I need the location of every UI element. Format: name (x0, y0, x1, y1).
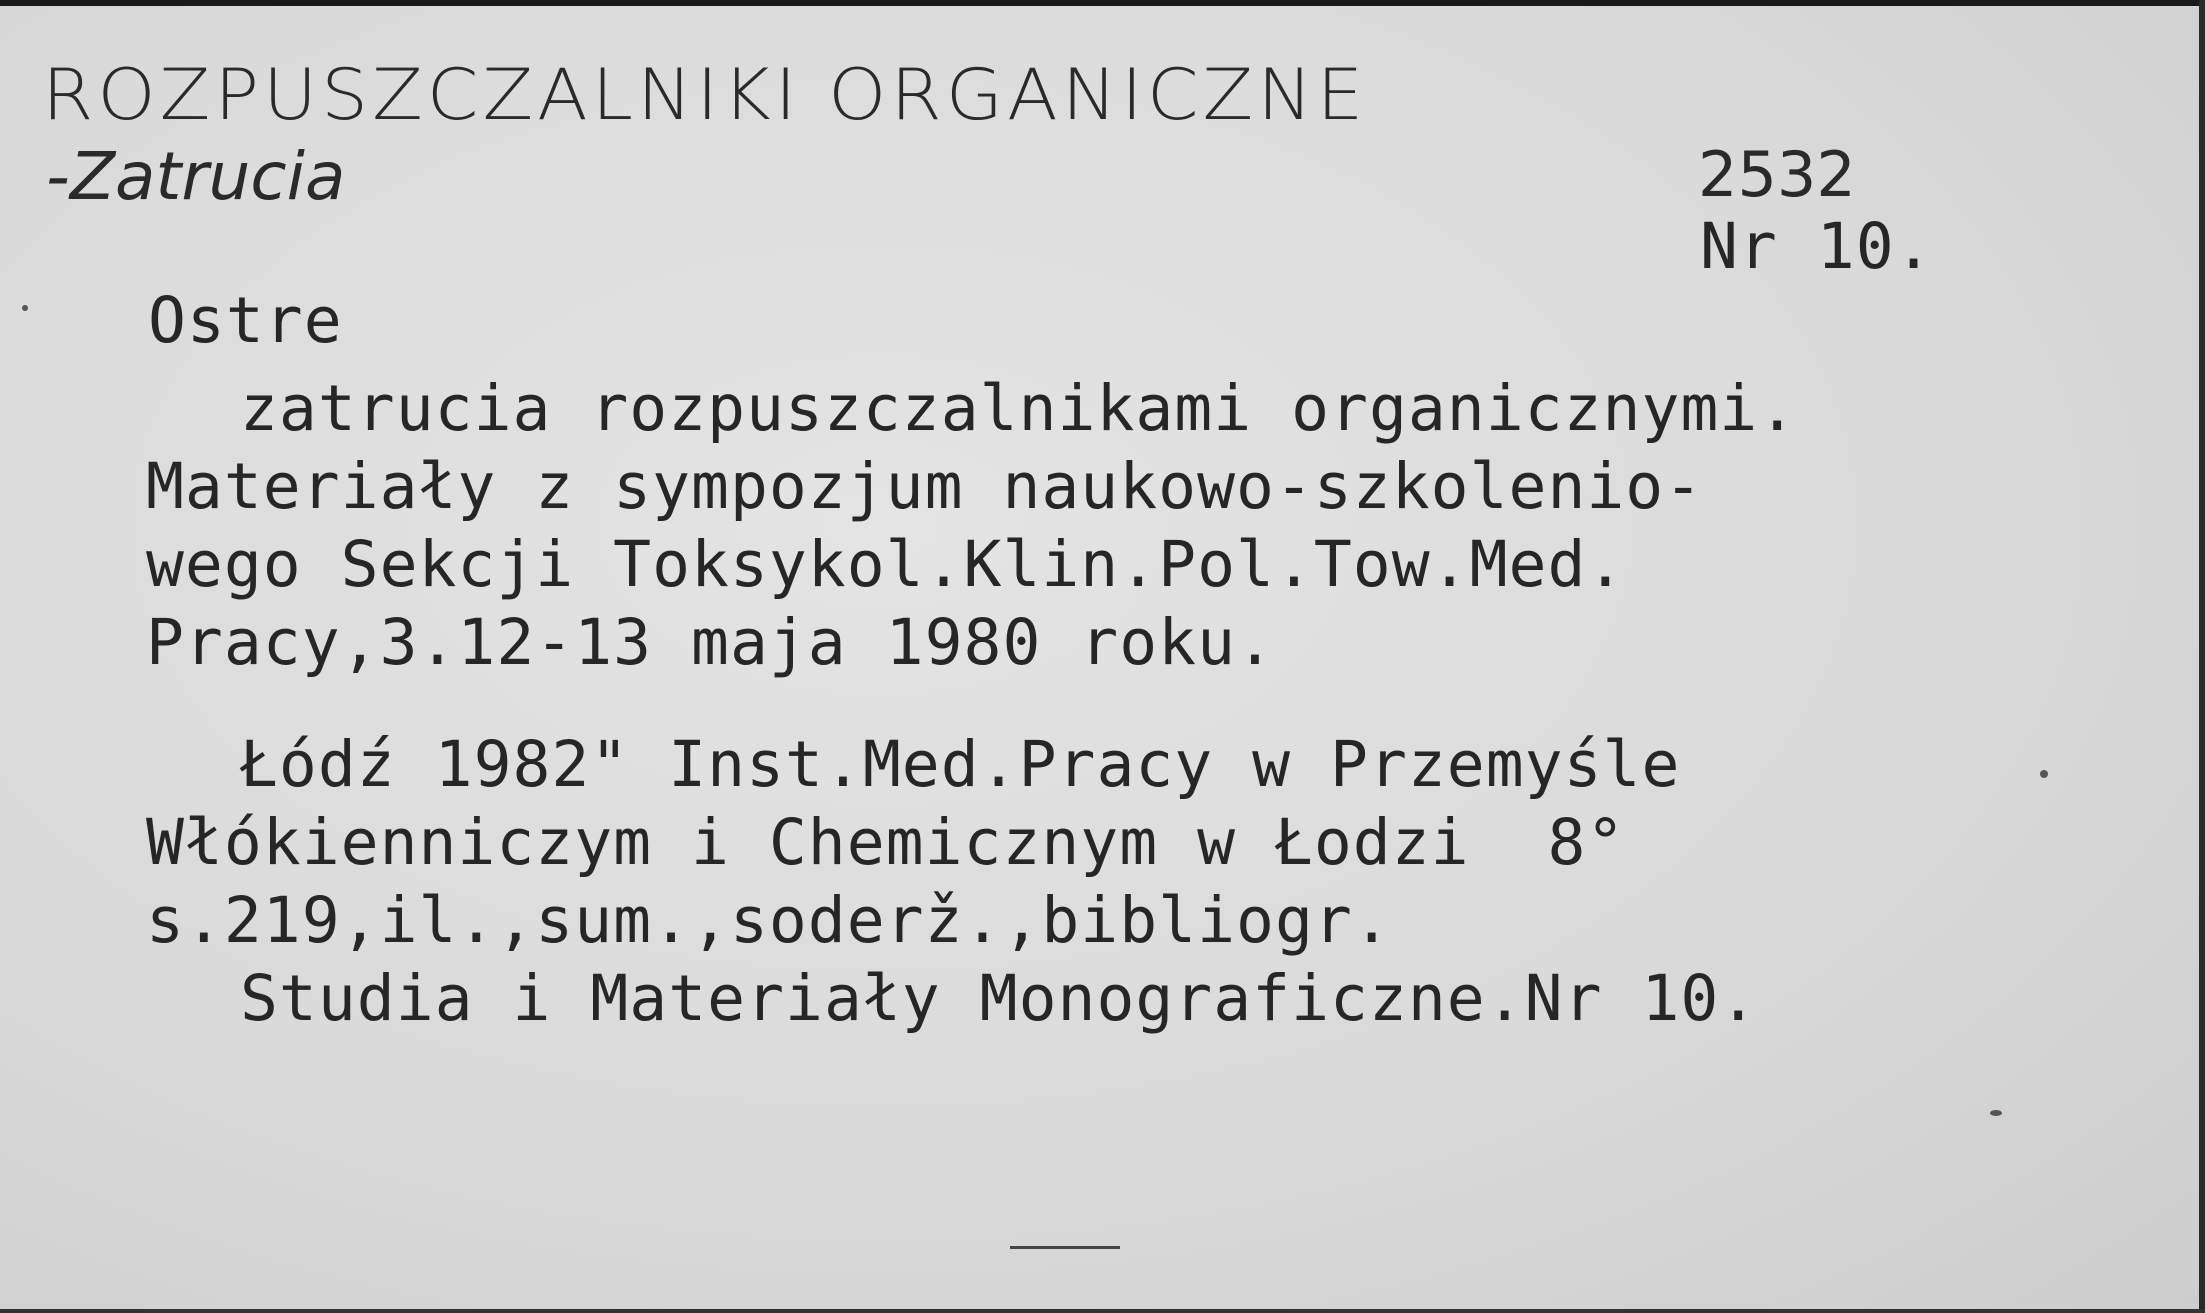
title-line-4: wego Sekcji Toksykol.Klin.Pol.Tow.Med. (146, 528, 1626, 601)
imprint-line-2: Włókienniczym i Chemicznym w Łodzi 8° (146, 806, 1626, 879)
imprint-line-1: Łódź 1982" Inst.Med.Pracy w Przemyśle (240, 728, 1681, 801)
subject-heading: ROZPUSZCZALNIKI ORGANICZNE (42, 54, 1368, 136)
title-line-3: Materiały z sympozjum naukowo-szkolenio- (146, 450, 1704, 523)
series-note-line: Studia i Materiały Monograficzne.Nr 10. (240, 962, 1759, 1035)
collation-line: s.219,il.,sum.,soderž.,bibliogr. (146, 884, 1392, 957)
title-line-5: Pracy,3.12-13 maja 1980 roku. (146, 606, 1275, 679)
series-number: Nr 10. (1700, 210, 1934, 283)
ink-speck (2040, 770, 2048, 778)
underline-mark (1010, 1246, 1120, 1249)
card-top-edge (0, 0, 2205, 6)
title-line-2: zatrucia rozpuszczalnikami organicznymi. (240, 372, 1798, 445)
title-line-1: Ostre (148, 284, 343, 357)
ink-speck (22, 305, 28, 311)
subject-subheading: -Zatrucia (46, 138, 346, 215)
ink-speck (1990, 1110, 2002, 1116)
card-right-edge (2199, 0, 2205, 1313)
card-bottom-edge (0, 1309, 2205, 1313)
call-number: 2532 (1698, 138, 1856, 211)
